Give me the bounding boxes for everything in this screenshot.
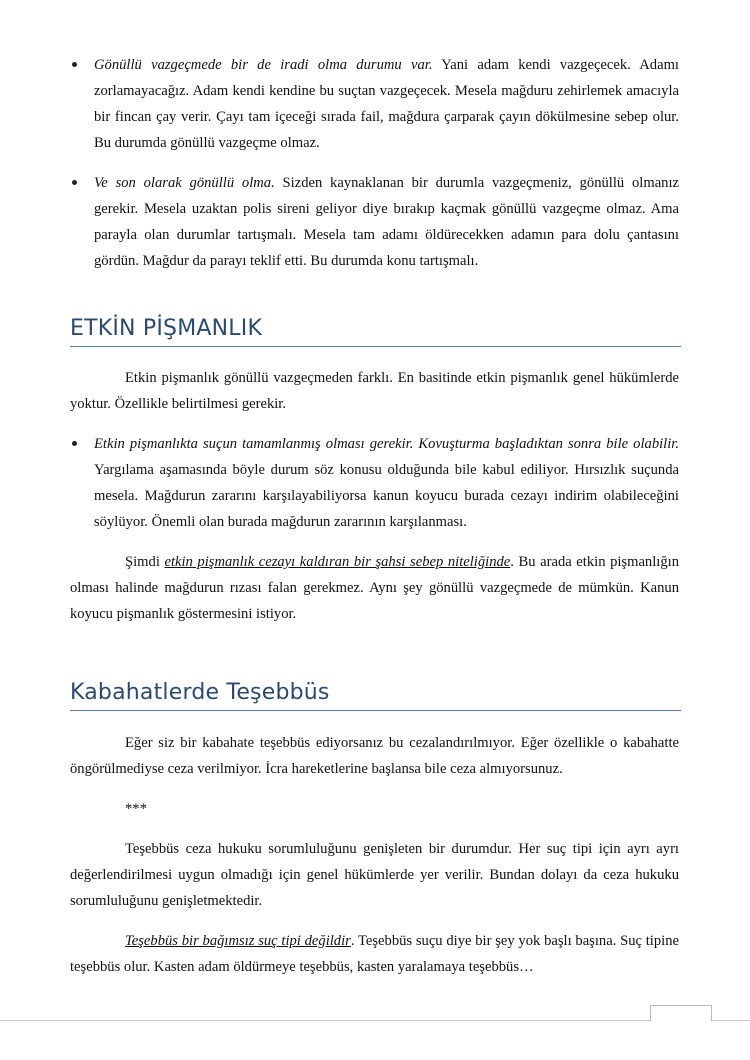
- paragraph-bagimsiz-suc: [70, 928, 679, 980]
- bullet-italic: Etkin pişmanlıkta suçun tamamlanmış olması gerekir. Kovuşturma başladıktan sonra bile olabilir.: [94, 436, 679, 452]
- paragraph: Eğer siz bir kabahate teşebbüs ediyorsanız bu cezalandırılmıyor. Eğer özellikle o kabahatte öngörülmediyse ceza verilmiyor. İcra hareketlerine başlansa bile ceza almıyorsunuz.: [70, 735, 679, 777]
- separator-stars: ***: [125, 801, 147, 817]
- bullet-dot: [72, 441, 77, 446]
- paragraph: Teşebbüs ceza hukuku sorumluluğunu genişleten bir durumdur. Her suç tipi için ayrı ayrı değerlendirilmesi uygun olmadığı için genel hükümlerde yer verilir. Bundan dolayı da ceza hukuku sorumluluğunu genişletmektedir.: [70, 841, 679, 909]
- heading-etkin-pismanlik: ETKİN PİŞMANLIK: [70, 316, 681, 347]
- bullet-text: Sizden kaynaklanan bir durumla vazgeçmeniz, gönüllü olmanız gerekir. Mesela uzaktan polis sireni geliyor diye bırakıp kaçmak gönüllü vazgeçme olmaz. Ama parayla olan durumlar tartışmalı. Mesela tam adamı öldürecekken adamın para dolu çantasını gördün. Mağdur da parayı teklif etti. Bu durumda konu tartışmalı.: [94, 175, 680, 269]
- bullet-text: Yargılama aşamasında böyle durum söz konusu olduğunda bile kabul ediliyor. Hırsızlık suçunda mesela. Mağdurun zararını karşılayabiliyorsa kanun koyucu burada cezayı indirim olabileceğini söylüyor. Önemli olan burada mağdurun zararının karşılanması.: [94, 462, 679, 530]
- bullet-item-iradi: [70, 52, 679, 156]
- text: . Teşebbüs suçu diye bir şey yok başlı başına. Suç tipine teşebbüs olur. Kasten adam öldürmeye teşebbüs, kasten yaralamaya teşebbüs…: [70, 933, 679, 975]
- bullet-list-top: [70, 52, 679, 274]
- section-etkin-pismanlik: [70, 365, 679, 627]
- underlined-phrase: Teşebbüs bir bağımsız suç tipi değildir: [125, 933, 351, 949]
- paragraph-sahsi-sebep: [70, 549, 679, 627]
- underlined-phrase: etkin pişmanlık cezayı kaldıran bir şahsi sebep niteliğinde: [164, 554, 511, 570]
- text: . Bu arada etkin pişmanlığın olması halinde mağdurun rızası falan gerekmez. Aynı şey gönüllü vazgeçmede de mümkün. Kanun koyucu pişmanlık göstermesini istiyor.: [70, 554, 679, 622]
- bullet-item-gonullu: [70, 170, 679, 274]
- heading-kabahatlerde-tesebbus: Kabahatlerde Teşebbüs: [70, 680, 681, 711]
- bullet-italic: Gönüllü vazgeçmede bir de iradi olma durumu var.: [94, 57, 433, 73]
- bullet-text: Yani adam kendi vazgeçecek. Adamı zorlamayacağız. Adam kendi kendine bu suçtan vazgeçecek. Mesela mağduru zehirlemek amacıyla bir fincan çay verir. Çayı tam içeceği sırada fail, mağdura çarparak çayın dökülmesine sebep olur. Bu durumda gönüllü vazgeçme olmaz.: [94, 57, 679, 151]
- text: Şimdi: [125, 554, 165, 570]
- page-number-box: [650, 1005, 712, 1021]
- bullet-dot: [72, 62, 77, 67]
- paragraph: Etkin pişmanlık gönüllü vazgeçmeden farklı. En basitinde etkin pişmanlık genel hükümlerde yoktur. Özellikle belirtilmesi gerekir.: [70, 370, 679, 412]
- section-kabahatlerde-tesebbus: [70, 730, 679, 980]
- bullet-item-etkin: [70, 431, 679, 535]
- bullet-italic: Ve son olarak gönüllü olma.: [94, 175, 275, 191]
- footer-rule: [0, 1020, 750, 1021]
- bullet-dot: [72, 180, 77, 185]
